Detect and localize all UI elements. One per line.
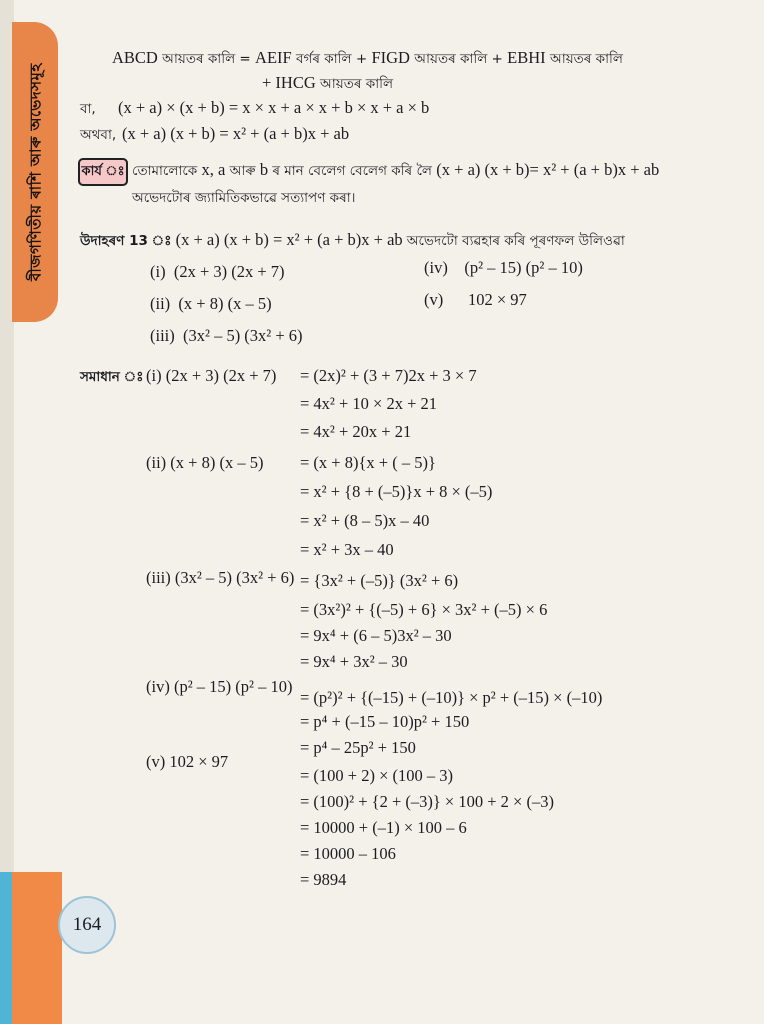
area-equation-line2: + IHCG আয়তৰ কালি bbox=[262, 73, 394, 92]
task-line1: তোমালোকে x, a আৰু b ৰ মান বেলেগ বেলেগ কৰি লৈ (x + a) (x + b)= x² + (a + b)x + ab bbox=[132, 160, 660, 179]
solution-step: = (3x²)² + {(–5) + 6} × 3x² + (–5) × 6 bbox=[300, 600, 548, 619]
solution-left-iv: (iv) (p² – 15) (p² – 10) bbox=[146, 677, 293, 696]
solution-step: = {3x² + (–5)} (3x² + 6) bbox=[300, 571, 459, 590]
solution-step: = (p²)² + {(–15) + (–10)} × p² + (–15) × (–10) bbox=[300, 688, 603, 707]
solution-step: = 10000 – 106 bbox=[300, 844, 396, 863]
solution-step: = 9894 bbox=[300, 870, 347, 889]
example-item-ii: (ii) (x + 8) (x – 5) bbox=[150, 294, 272, 313]
athaba-label: অথবা, bbox=[80, 127, 117, 143]
athaba-expression: (x + a) (x + b) = x² + (a + b)x + ab bbox=[122, 124, 350, 143]
page-number: 164 bbox=[58, 896, 116, 954]
solution-step: = 4x² + 20x + 21 bbox=[300, 422, 412, 441]
solution-step: = 10000 + (–1) × 100 – 6 bbox=[300, 818, 467, 837]
solution-step: = p⁴ + (–15 – 10)p² + 150 bbox=[300, 712, 470, 731]
solution-step: = (2x)² + (3 + 7)2x + 3 × 7 bbox=[300, 366, 477, 385]
ba-label: বা, bbox=[80, 101, 96, 117]
solution-step: = (100 + 2) × (100 – 3) bbox=[300, 766, 454, 785]
ba-expression: (x + a) × (x + b) = x × x + a × x + b × x + a × b bbox=[118, 98, 430, 117]
example-item-i: (i) (2x + 3) (2x + 7) bbox=[150, 262, 285, 281]
solution-label: সমাধান ঃ bbox=[80, 369, 144, 385]
solution-step: = 9x⁴ + 3x² – 30 bbox=[300, 652, 408, 671]
solution-left-i: (i) (2x + 3) (2x + 7) bbox=[146, 366, 277, 385]
area-equation-line1: ABCD আয়তৰ কালি = AEIF বৰ্গৰ কালি + FIGD আয়তৰ কালি + EBHI আয়তৰ কালি bbox=[112, 48, 623, 67]
solution-step: = x² + {8 + (–5)}x + 8 × (–5) bbox=[300, 482, 493, 501]
solution-left-v: (v) 102 × 97 bbox=[146, 752, 229, 771]
solution-step: = (100)² + {2 + (–3)} × 100 + 2 × (–3) bbox=[300, 792, 554, 811]
solution-left-ii: (ii) (x + 8) (x – 5) bbox=[146, 453, 264, 472]
solution-step: = x² + 3x – 40 bbox=[300, 540, 394, 559]
solution-step: = p⁴ – 25p² + 150 bbox=[300, 738, 416, 757]
solution-step: = (x + 8){x + ( – 5)} bbox=[300, 453, 436, 472]
solution-step: = 9x⁴ + (6 – 5)3x² – 30 bbox=[300, 626, 452, 645]
example-item-v: (v) 102 × 97 bbox=[424, 290, 527, 309]
example-item-iii: (iii) (3x² – 5) (3x² + 6) bbox=[150, 326, 303, 345]
example-item-iv: (iv) (p² – 15) (p² – 10) bbox=[424, 258, 583, 277]
solution-step: = x² + (8 – 5)x – 40 bbox=[300, 511, 430, 530]
example-heading: উদাহৰণ 13 ঃ (x + a) (x + b) = x² + (a + b)x + ab অভেদটো ব্যৱহাৰ কৰি পূৰণফল উলিওৱা bbox=[80, 230, 625, 249]
solution-step: = 4x² + 10 × 2x + 21 bbox=[300, 394, 438, 413]
bottom-stripe bbox=[0, 872, 12, 1024]
task-label-box: কাৰ্য ঃ bbox=[78, 158, 128, 186]
solution-left-iii: (iii) (3x² – 5) (3x² + 6) bbox=[146, 568, 295, 587]
task-line2: অভেদটোৰ জ্যামিতিকভাৱে সত্যাপণ কৰা। bbox=[132, 190, 356, 206]
chapter-title: বীজগণিতীয় ৰাশি আৰু অভেদসমূহ bbox=[26, 63, 45, 281]
